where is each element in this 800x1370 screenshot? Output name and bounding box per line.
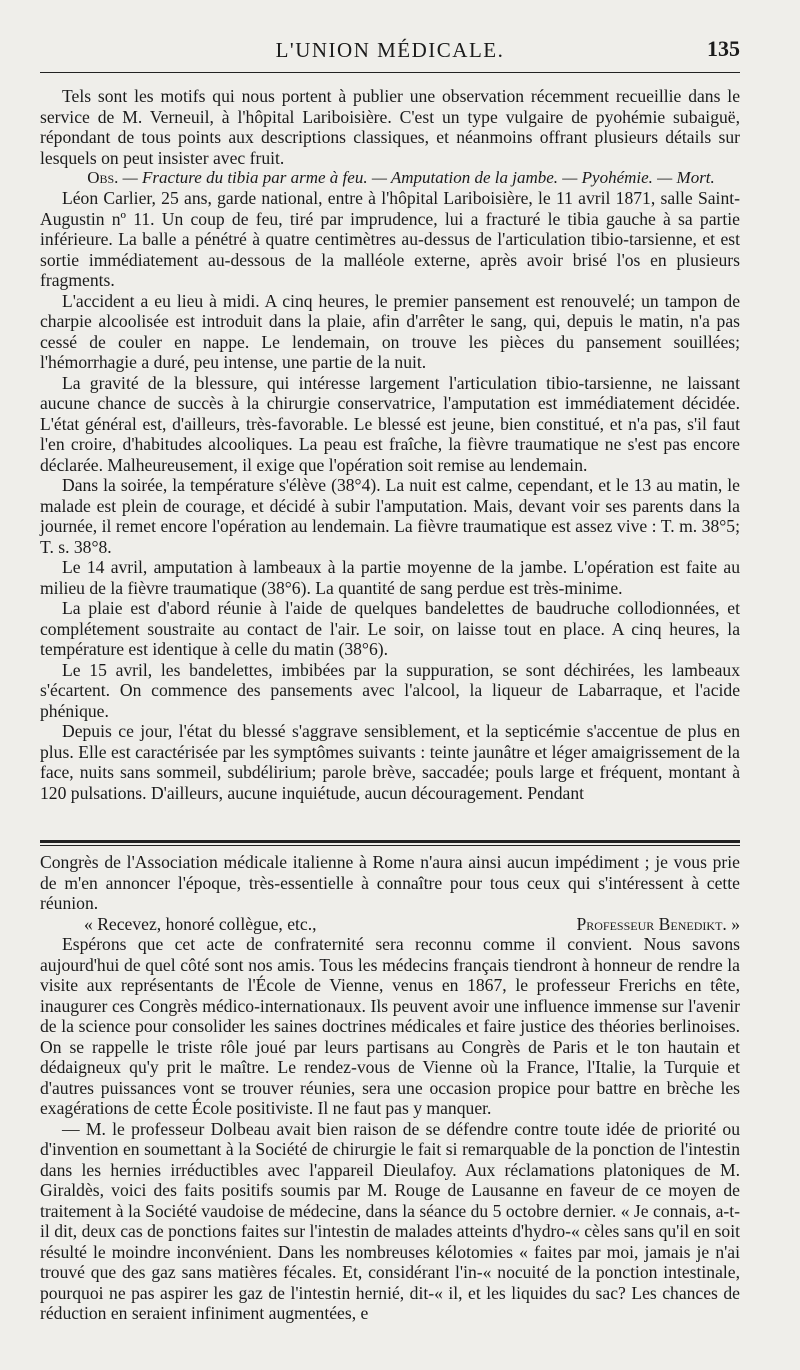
running-title: L'UNION MÉDICALE. [275,38,505,62]
obs-title: — Fracture du tibia par arme à feu. — Amputation de la jambe. — Pyohémie. — Mort. [122,168,715,187]
header-rule [40,72,740,73]
body-paragraph: Le 14 avril, amputation à lambeaux à la partie moyenne de la jambe. L'opération est faite au milieu de la fièvre traumatique (38°6). La quantité de sang perdue est très-minime. [40,557,740,598]
body-paragraph: Le 15 avril, les bandelettes, imbibées par la suppuration, se sont déchirées, les lambeaux s'écartent. On commence des pansements avec l'alcool, la liqueur de Labarraque, et l'acide phénique. [40,659,740,721]
body-paragraph: L'accident a eu lieu à midi. A cinq heures, le premier pansement est renouvelé; un tampon de charpie alcoolisée est introduit dans la plaie, afin d'arrêter le sang, qui, depuis le matin, n'a pas cessé de couler en nappe. Le lendemain, on trouve les pièces du pansement souillées; l'hémorrhagie a duré, peu intense, une partie de la nuit. [40,290,740,372]
continuation-paragraph: Congrès de l'Association médicale italienne à Rome n'aura ainsi aucun impédiment ; je vous prie de m'en annoncer l'époque, très-essentielle à connaître pour tous ceux qui s'intéressent à cette réunion. [40,852,740,913]
body-paragraph: — M. le professeur Dolbeau avait bien raison de se défendre contre toute idée de priorité ou d'invention en soumettant à la Société de chirurgie le fait si remarquable de la ponction de l'intestin dans les hernies irréductibles avec l'appareil Dieulafoy. Aux réclamations platoniques de M. Giraldès, voici des faits positifs soumis par M. Rouge de Lausanne en faveur de ce moyen de traitement à la Société vaudoise de médecine, dans la séance du 5 octobre dernier. « Je connais, a-t-il dit, deux cas de ponctions faites sur l'intestin de malades atteints d'hydro-« cèles sans qu'il en soit résulté le moindre inconvénient. Dans les nombreuses kélotomies « faites par moi, jamais je n'ai trouvé que des gaz sans matières fécales. Et, considérant l'in-« nocuité de la ponction intestinale, pourquoi ne pas aspirer les gaz de l'intestin hernié, dit-« il, et les liquides du sac? Les chances de réduction en seraient infiniment augmentées, e [40,1118,740,1323]
signature: Professeur Benedikt. » [576,913,740,934]
body-paragraph: Espérons que cet acte de confraternité sera reconnu comme il convient. Nous savons aujourd'hui de quel côté sont nos amis. Tous les médecins français tiendront à honneur de rendre la visite aux représentants de l'École de Vienne, venus en 1867, le professeur Frerichs en tête, inaugurer ces Congrès médico-internationaux. Ils peuvent avoir une influence immense sur l'avenir de la science pour consolider les saines doctrines médicales et faire justice des théories berlinoises. On se rappelle le triste rôle joué par leurs partisans au Congrès de Paris et le ton hautain et dédaigneux qu'y prit le maître. Le rendez-vous de Vienne où la France, l'Italie, la Turquie et d'autres puissances vont se trouver réunies, sera une occasion propice pour battre en brèche les exagérations de cette École positiviste. Il ne faut pas y manquer. [40,934,740,1118]
body-paragraph: Dans la soirée, la température s'élève (38°4). La nuit est calme, cependant, et le 13 au matin, le malade est plein de courage, et décidé à subir l'amputation. Mais, devant voir ses parents dans la journée, il remet encore l'opération au lendemain. La fièvre traumatique est assez vive : T. m. 38°5; T. s. 38°8. [40,475,740,557]
obs-label: Obs. [87,168,119,187]
observation-heading [40,168,740,188]
salutation: « Recevez, honoré collègue, etc., [84,913,317,934]
section-divider-thin [40,845,740,846]
page-number: 135 [707,36,740,61]
body-paragraph: La gravité de la blessure, qui intéresse largement l'articulation tibio-tarsienne, ne laissant aucune chance de succès à la chirurgie conservatrice, l'amputation est immédiatement décidée. L'état général est, d'ailleurs, très-favorable. Le blessé est jeune, bien constitué, et n'a pas, s'il faut l'en croire, d'habitudes alcooliques. La peau est fraîche, la fièvre traumatique ne s'est pas encore déclarée. Malheureusement, il exige que l'opération soit remise au lendemain. [40,372,740,475]
observation-article [40,86,740,803]
intro-paragraph: Tels sont les motifs qui nous portent à publier une observation récemment recueillie dans le service de M. Verneuil, à l'hôpital Lariboisière. C'est un type vulgaire de pyohémie subaiguë, répondant de tous points aux descriptions classiques, et néanmoins offrant plusieurs détails sur lesquels on peut insister avec fruit. [40,86,740,168]
body-paragraph: La plaie est d'abord réunie à l'aide de quelques bandelettes de baudruche collodionnées, et complétement soustraite au contact de l'air. Le soir, on laisse tout en place. A cinq heures, la température est identique à celle du matin (38°6). [40,598,740,659]
body-paragraph: Léon Carlier, 25 ans, garde national, entre à l'hôpital Lariboisière, le 11 avril 1871, salle Saint-Augustin nº 11. Un coup de feu, tiré par imprudence, lui a fracturé le tibia gauche à sa partie inférieure. La balle a pénétré à quatre centimètres au-dessus de l'articulation tibio-tarsienne, et est sortie immédiatement au-dessous de la malléole externe, après avoir brisé l'os en plusieurs fragments. [40,188,740,290]
page-header [40,38,740,68]
section-divider [40,840,740,843]
letter-closing [40,914,740,935]
body-paragraph: Depuis ce jour, l'état du blessé s'aggrave sensiblement, et la septicémie s'accentue de plus en plus. Elle est caractérisée par les symptômes suivants : teinte jaunâtre et léger amaigrissement de la face, nuits sans sommeil, subdélirium; parole brève, saccadée; pouls large et fréquent, montant à 120 pulsations. D'ailleurs, aucune inquiétude, aucun découragement. Pendant [40,721,740,803]
feuilleton-section [40,852,740,1324]
